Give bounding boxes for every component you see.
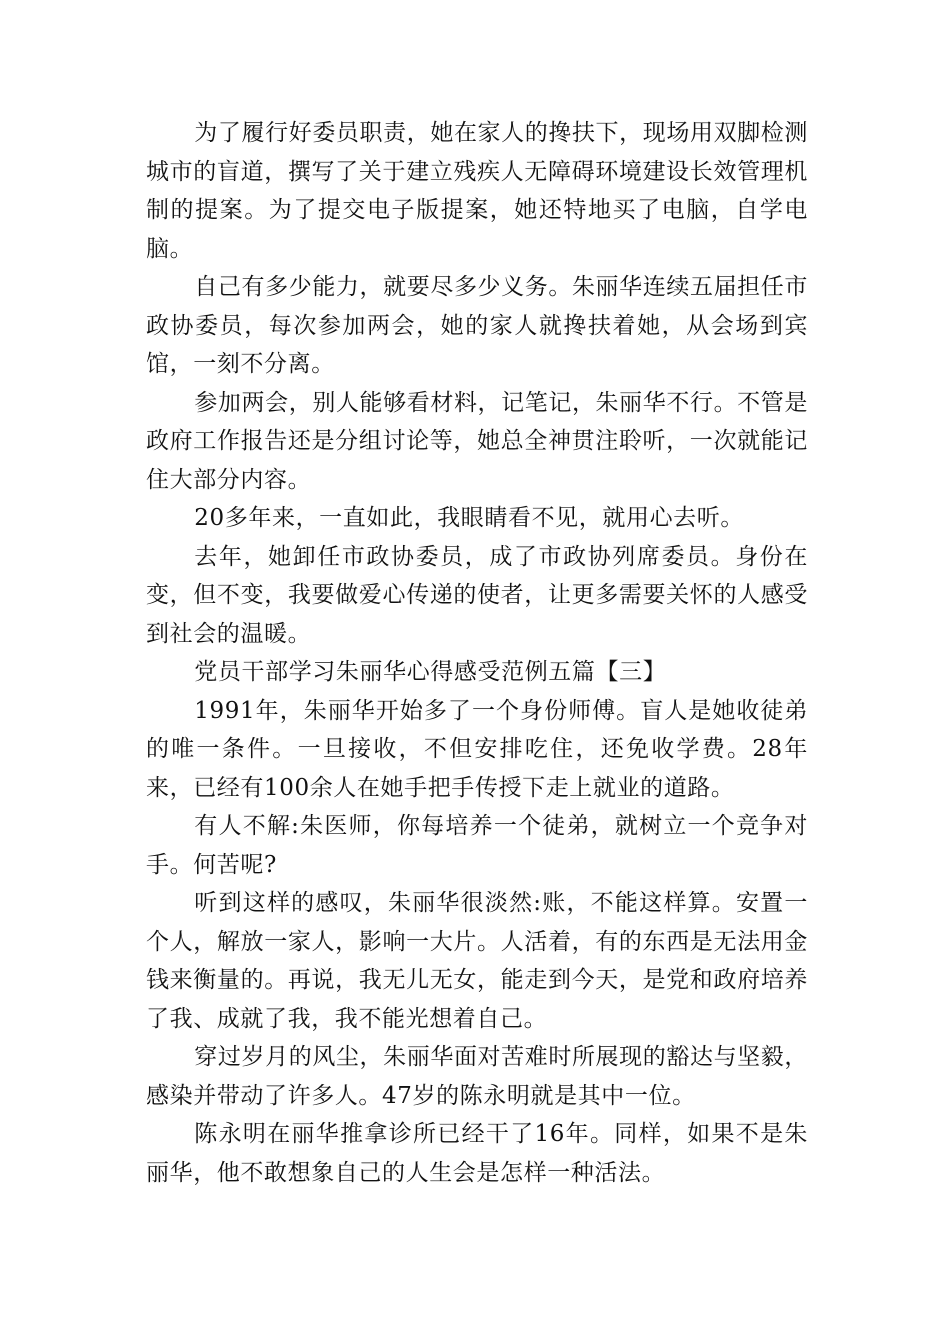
paragraph-8: 有人不解:朱医师，你每培养一个徒弟，就树立一个竞争对手。何苦呢?: [146, 813, 808, 878]
paragraph-11: 陈永明在丽华推拿诊所已经干了16年。同样，如果不是朱丽华，他不敢想象自己的人生会是怎样一种活法。: [146, 1121, 808, 1186]
paragraph-5: 去年，她卸任市政协委员，成了市政协列席委员。身份在变，但不变，我要做爱心传递的使者，让更多需要关怀的人感受到社会的温暖。: [146, 543, 808, 647]
paragraph-3: 参加两会，别人能够看材料，记笔记，朱丽华不行。不管是政府工作报告还是分组讨论等，她总全神贯注聆听，一次就能记住大部分内容。: [146, 389, 808, 493]
paragraph-1: 为了履行好委员职责，她在家人的搀扶下，现场用双脚检测城市的盲道，撰写了关于建立残疾人无障碍环境建设长效管理机制的提案。为了提交电子版提案，她还特地买了电脑，自学电脑。: [146, 120, 808, 262]
document-body: [146, 114, 808, 1192]
section-heading: 党员干部学习朱丽华心得感受范例五篇【三】: [194, 659, 667, 685]
paragraph-9: 听到这样的感叹，朱丽华很淡然:账，不能这样算。安置一个人，解放一家人，影响一大片。人活着，有的东西是无法用金钱来衡量的。再说，我无儿无女，能走到今天，是党和政府培养了我、成就了我，我不能光想着自己。: [146, 890, 808, 1032]
paragraph-10: 穿过岁月的风尘，朱丽华面对苦难时所展现的豁达与坚毅，感染并带动了许多人。47岁的陈永明就是其中一位。: [146, 1044, 808, 1109]
paragraph-7: 1991年，朱丽华开始多了一个身份师傅。盲人是她收徒弟的唯一条件。一旦接收，不但安排吃住，还免收学费。28年来，已经有100余人在她手把手传授下走上就业的道路。: [146, 697, 808, 801]
paragraph-2: 自己有多少能力，就要尽多少义务。朱丽华连续五届担任市政协委员，每次参加两会，她的家人就搀扶着她，从会场到宾馆，一刻不分离。: [146, 274, 808, 377]
paragraph-4: 20多年来，一直如此，我眼睛看不见，就用心去听。: [194, 505, 744, 531]
